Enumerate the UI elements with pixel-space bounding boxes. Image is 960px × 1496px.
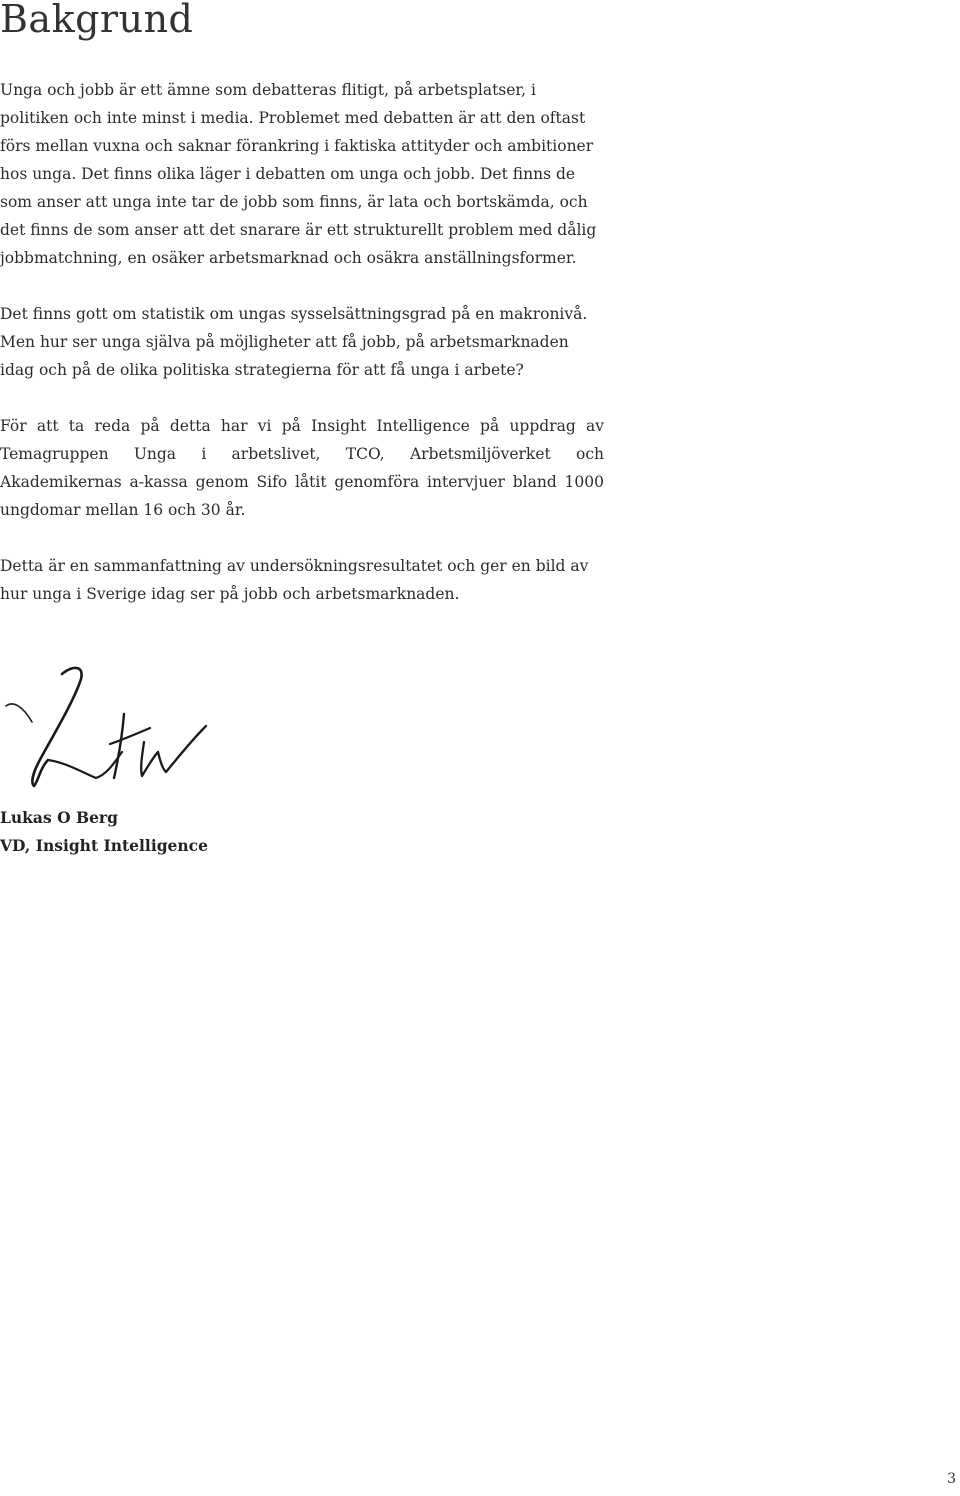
signer-block: [0, 804, 208, 860]
page-title: Bakgrund: [0, 0, 194, 41]
paragraph-method: För att ta reda på detta har vi på Insight Intelligence på uppdrag av Temagruppen Unga i arbetslivet, TCO, Arbetsmiljöverket och Akademikernas a-kassa genom Sifo låtit genomföra intervjuer bland 1000 ungdomar mellan 16 och 30 år.: [0, 417, 604, 519]
paragraph-intro: Unga och jobb är ett ämne som debatteras flitigt, på arbetsplatser, i politiken och inte minst i media. Problemet med debatten är att den oftast förs mellan vuxna och saknar förankring i faktiska attityder och ambitioner hos unga. Det finns olika läger i debatten om unga och jobb. Det finns de som anser att unga inte tar de jobb som finns, är lata och bortskämda, och det finns de som anser att det snarare är ett strukturellt problem med dålig jobbmatchning, en osäker arbetsmarknad och osäkra anställningsformer.: [0, 81, 597, 267]
paragraph-statistics: Det finns gott om statistik om ungas sysselsättningsgrad på en makronivå. Men hur ser unga själva på möjligheter att få jobb, på arbetsmarknaden idag och på de olika politiska strategierna för att få unga i arbete?: [0, 305, 588, 379]
page-number: 3: [947, 1471, 956, 1487]
handwritten-signature: [4, 660, 210, 790]
paragraph-summary: Detta är en sammanfattning av undersökningsresultatet och ger en bild av hur unga i Sverige idag ser på jobb och arbetsmarknaden.: [0, 557, 589, 603]
signer-name: Lukas O Berg: [0, 808, 118, 827]
signer-role: VD, Insight Intelligence: [0, 836, 208, 855]
